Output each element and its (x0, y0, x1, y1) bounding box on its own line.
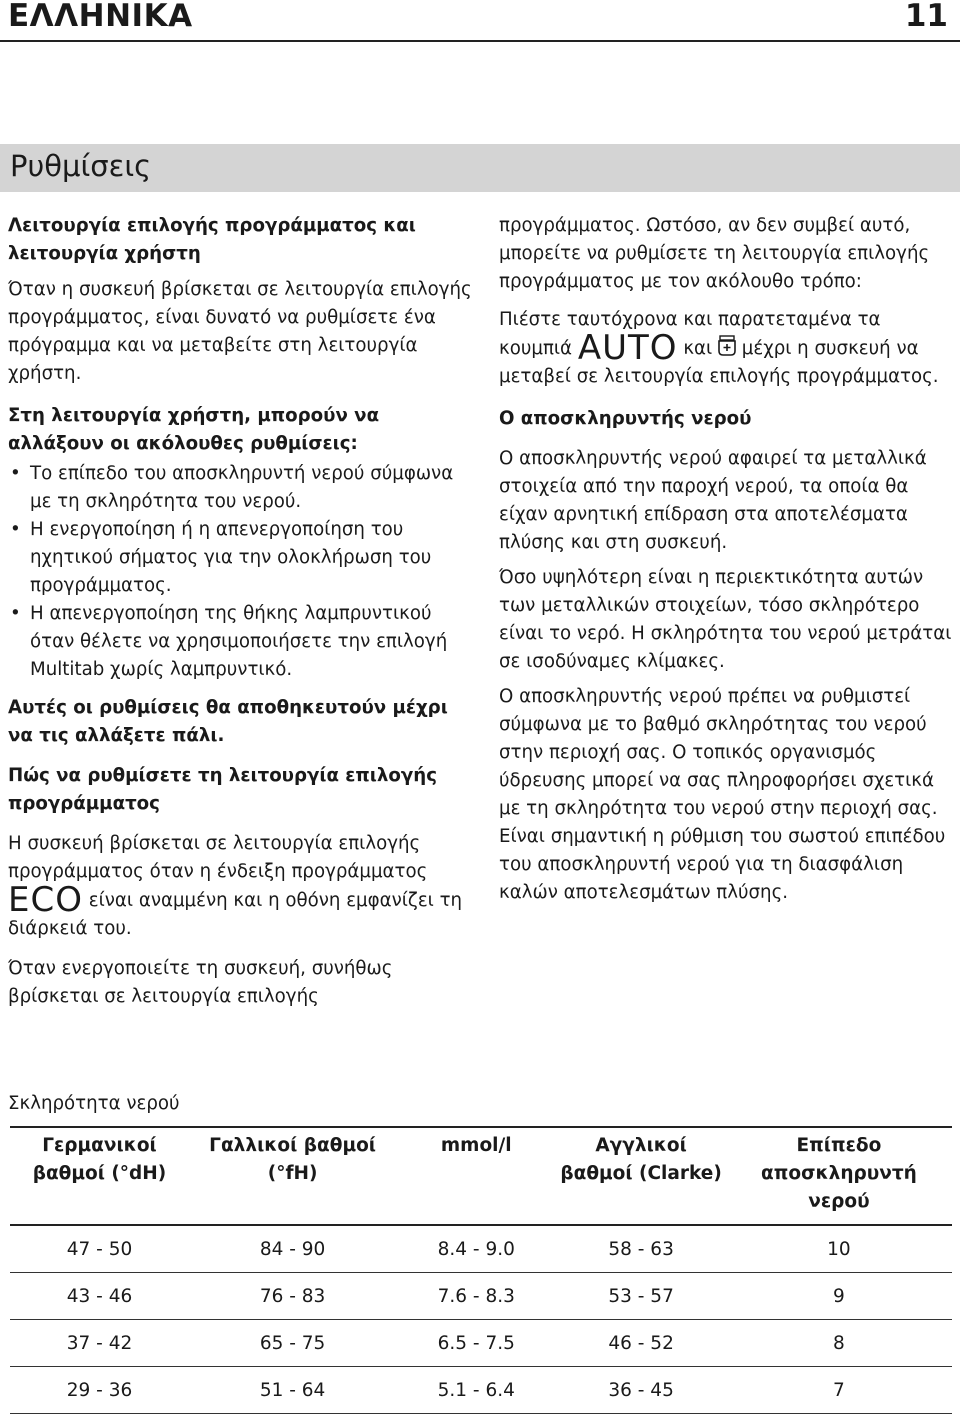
list-item: • Το επίπεδο του αποσκληρυντή νερού σύμφωνα με τη σκληρότητα του νερού. (8, 460, 478, 516)
column-header: Γερμανικοί βαθμοί (°dH) (10, 1127, 189, 1225)
section-title: Ρυθμίσεις (10, 149, 152, 183)
heading-softener: Ο αποσκληρυντής νερού (499, 408, 752, 429)
settings-list (8, 460, 478, 684)
list-item: • Η ενεργοποίηση ή η απενεργοποίηση του ηχητικού σήματος για την ολοκλήρωση του προγράμματος. (8, 516, 478, 600)
paragraph: Όταν ενεργοποιείτε τη συσκευή, συνήθως βρίσκεται σε λειτουργία επιλογής (8, 958, 393, 1007)
paragraph: Όταν η συσκευή βρίσκεται σε λειτουργία επιλογής προγράμματος, είναι δυνατό να ρυθμίσετε ένα πρόγραμμα και να μεταβείτε στη λειτουργία χρήστη. (8, 279, 472, 384)
right-column (499, 212, 954, 914)
table-cell: 37 - 42 (10, 1320, 189, 1367)
table-cell: 58 - 63 (556, 1225, 726, 1273)
column-header: Επίπεδο αποσκληρυντή νερού (726, 1127, 952, 1225)
table-cell: 10 (726, 1225, 952, 1273)
table-header-row (10, 1127, 952, 1225)
paragraph: Η συσκευή βρίσκεται σε λειτουργία επιλογής προγράμματος όταν η ένδειξη προγράμματος ECO είναι αναμμένη και η οθόνη εμφανίζει τη διάρκειά του. (8, 833, 463, 939)
list-item: • Η απενεργοποίηση της θήκης λαμπρυντικού όταν θέλετε να χρησιμοποιήσετε την επιλογή Multitab χωρίς λαμπρυντικό. (8, 600, 478, 684)
table-cell: 84 - 90 (189, 1225, 396, 1273)
table-cell: 8 (726, 1320, 952, 1367)
column-header: Γαλλικοί βαθμοί (°fH) (189, 1127, 396, 1225)
table-cell: 51 - 64 (189, 1367, 396, 1414)
table-cell: 43 - 46 (10, 1273, 189, 1320)
heading-program-mode: Πώς να ρυθμίσετε τη λειτουργία επιλογής προγράμματος (8, 765, 438, 814)
eco-indicator: ECO (8, 880, 83, 920)
paragraph: Όσο υψηλότερη είναι η περιεκτικότητα αυτών των μεταλλικών στοιχείων, τόσο σκληρότερο είναι το νερό. Η σκληρότητα του νερού μετράται σε ισοδύναμες κλίμακες. (499, 567, 952, 672)
table-cell: 7 (726, 1367, 952, 1414)
heading-mode: Λειτουργία επιλογής προγράμματος και λειτουργία χρήστη (8, 215, 416, 264)
table-row (10, 1225, 952, 1273)
table-cell: 8.4 - 9.0 (396, 1225, 556, 1273)
table-cell: 29 - 36 (10, 1367, 189, 1414)
table-row (10, 1273, 952, 1320)
table-cell: 65 - 75 (189, 1320, 396, 1367)
paragraph: Ο αποσκληρυντής νερού πρέπει να ρυθμιστεί σύμφωνα με το βαθμό σκληρότητας του νερού στην περιοχή σας. Ο τοπικός οργανισμός ύδρευσης μπορεί να σας πληροφορήσει σχετικά με τη σκληρότητα του νερού στην περιοχή σας. Είναι σημαντική η ρύθμιση του σωστού επιπέδου του αποσκληρυντή νερού για τη διασφάλιση καλών αποτελεσμάτων πλύσης. (499, 686, 946, 903)
table-cell: 9 (726, 1273, 952, 1320)
header-divider (0, 40, 960, 42)
paragraph: Πιέστε ταυτόχρονα και παρατεταμένα τα κουμπιά AUTO και μέχρι η συσκευή να μεταβεί σε λειτουργία επιλογής προγράμματος. (499, 309, 939, 387)
user-mode-intro: Στη λειτουργία χρήστη, μπορούν να αλλάξουν οι ακόλουθες ρυθμίσεις: (8, 405, 380, 454)
auto-button-label: AUTO (577, 328, 678, 368)
table-cell: 53 - 57 (556, 1273, 726, 1320)
table-cell: 47 - 50 (10, 1225, 189, 1273)
page-number: 11 (904, 0, 948, 34)
pot-plus-icon (718, 335, 736, 357)
table-row (10, 1320, 952, 1367)
paragraph: προγράμματος. Ωστόσο, αν δεν συμβεί αυτό, μπορείτε να ρυθμίσετε τη λειτουργία επιλογής προγράμματος με τον ακόλουθο τρόπο: (499, 215, 930, 292)
settings-note: Αυτές οι ρυθμίσεις θα αποθηκευτούν μέχρι να τις αλλάξετε πάλι. (8, 697, 448, 746)
table-cell: 76 - 83 (189, 1273, 396, 1320)
paragraph: Ο αποσκληρυντής νερού αφαιρεί τα μεταλλικά στοιχεία από την παροχή νερού, τα οποία θα είχαν αρνητική επίδραση στα αποτελέσματα πλύσης και στη συσκευή. (499, 448, 927, 553)
section-title-bar (0, 144, 960, 192)
table-caption: Σκληρότητα νερού (8, 1093, 180, 1114)
table-cell: 5.1 - 6.4 (396, 1367, 556, 1414)
table-cell: 46 - 52 (556, 1320, 726, 1367)
table-row (10, 1367, 952, 1414)
table-cell: 7.6 - 8.3 (396, 1273, 556, 1320)
page-header (0, 0, 960, 40)
language-label: ΕΛΛΗΝΙΚΑ (8, 0, 193, 34)
column-header: Αγγλικοί βαθμοί (Clarke) (556, 1127, 726, 1225)
water-hardness-table (10, 1126, 952, 1414)
table-cell: 6.5 - 7.5 (396, 1320, 556, 1367)
column-header: mmol/l (396, 1127, 556, 1225)
left-column (8, 212, 478, 1018)
table-cell: 36 - 45 (556, 1367, 726, 1414)
